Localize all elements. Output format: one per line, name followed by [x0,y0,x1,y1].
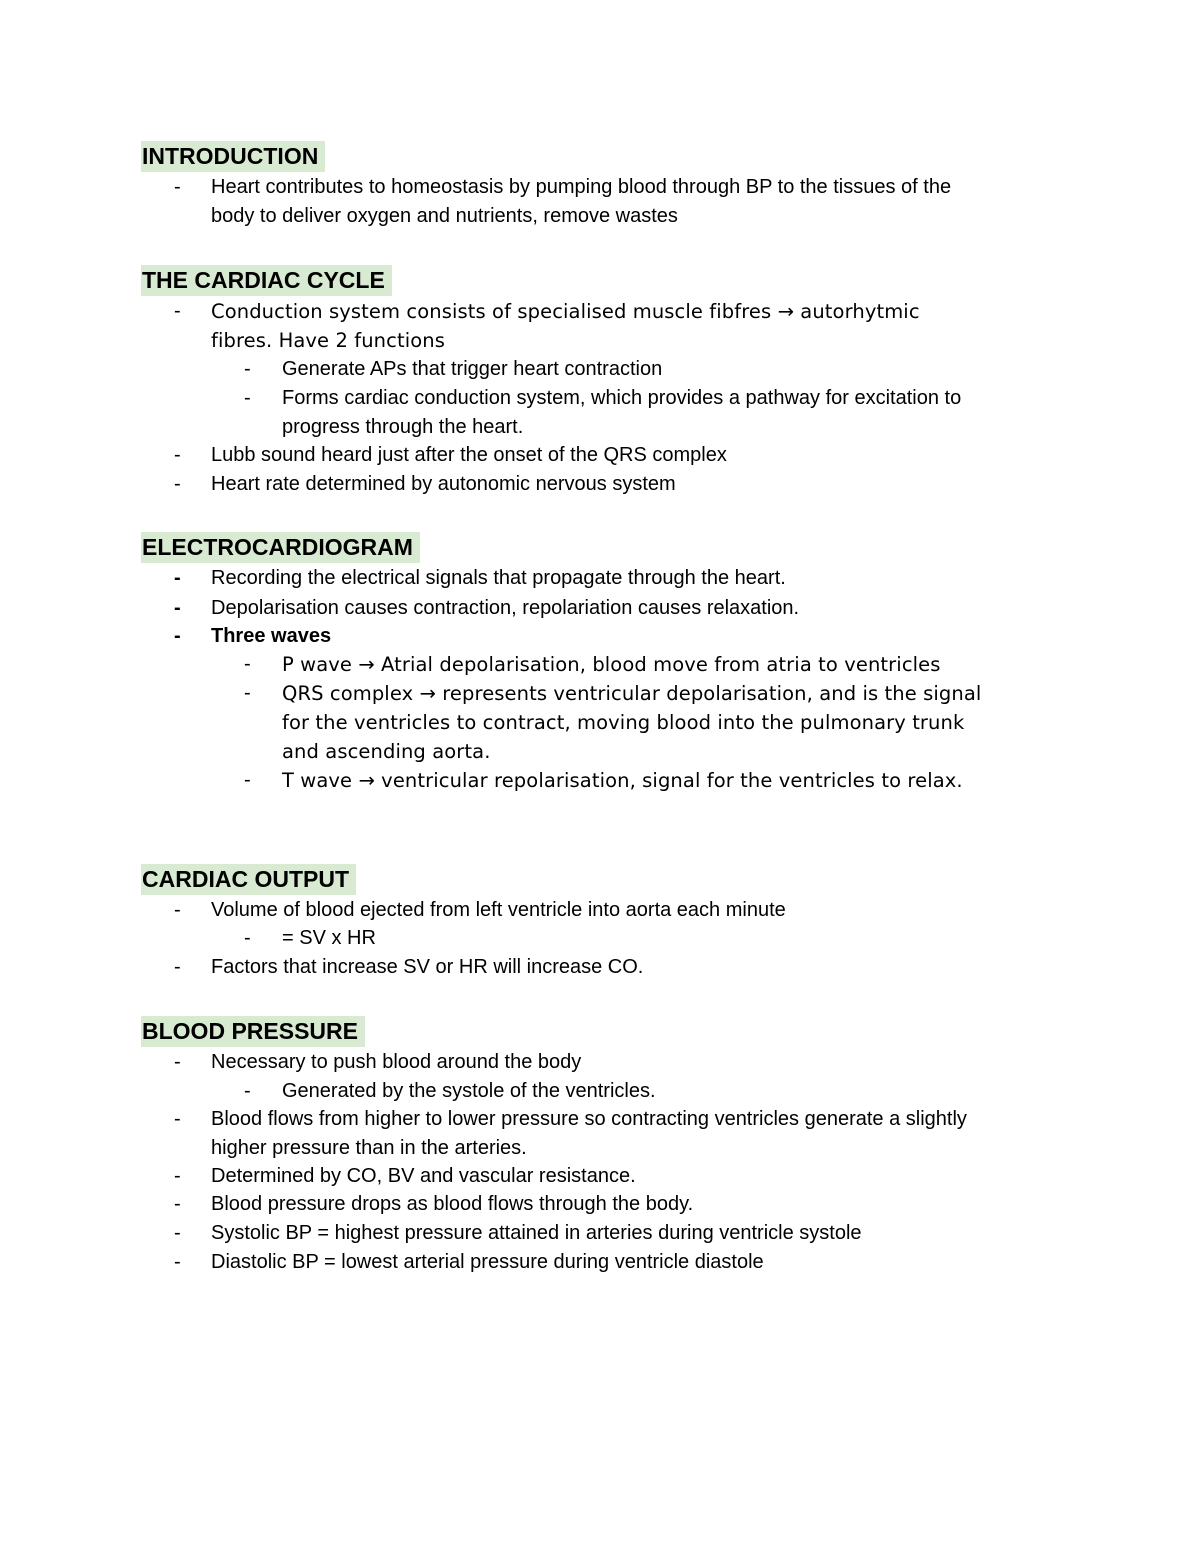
list-item [0,1162,1200,1191]
list-item-text: Diastolic BP = lowest arterial pressure during ventricle diastole [211,1251,764,1273]
section-heading-introduction: INTRODUCTION [141,141,325,172]
bullet-dash: - [174,956,181,978]
bullet-dash: - [174,1193,181,1215]
bullet-dash: - [174,1222,181,1244]
list-item [0,679,1200,763]
list-item [0,594,1200,623]
bullet-dash: - [174,1051,181,1073]
list-item-text: Volume of blood ejected from left ventricle into aorta each minute [211,899,786,921]
list-item-text: Three waves [211,625,332,647]
list-item-text: Necessary to push blood around the body [211,1051,582,1073]
list-item-text: Heart rate determined by autonomic nervous system [211,473,676,495]
list-item [0,384,1200,438]
bullet-dash: - [174,1108,181,1130]
list-item-text: Forms cardiac conduction system, which provides a pathway for excitation to progress through the heart. [282,387,962,438]
list-item-text: Factors that increase SV or HR will increase CO. [211,956,644,978]
section-heading-blood-pressure: BLOOD PRESSURE [141,1016,365,1047]
list-item [0,470,1200,499]
list-item [0,766,1200,795]
bullet-dash: - [174,567,181,589]
list-item-text: T wave → ventricular repolarisation, signal for the ventricles to relax. [282,769,963,792]
list-item-text: Blood flows from higher to lower pressure so contracting ventricles generate a slightly higher pressure than in the arteries. [211,1108,967,1159]
list-item [0,297,1200,352]
list-item [0,1077,1200,1106]
bullet-dash: - [244,682,251,704]
list-item-text: Generate APs that trigger heart contraction [282,358,663,380]
list-item-text: Heart contributes to homeostasis by pumping blood through BP to the tissues of the body to deliver oxygen and nutrients, remove wastes [211,176,952,227]
bullet-dash: - [174,176,181,198]
list-item [0,622,1200,651]
list-item [0,953,1200,982]
list-item [0,441,1200,470]
list-item [0,173,1200,227]
list-item [0,1248,1200,1277]
bullet-dash: - [174,625,181,647]
list-item [0,1190,1200,1219]
list-item [0,355,1200,384]
bullet-dash: - [244,1080,251,1102]
list-item [0,924,1200,953]
list-item-text: Generated by the systole of the ventricles. [282,1080,656,1102]
bullet-dash: - [244,769,251,791]
list-item [0,1105,1200,1159]
bullet-dash: - [174,899,181,921]
list-item [0,564,1200,593]
list-item-text: P wave → Atrial depolarisation, blood move from atria to ventricles [282,653,941,676]
section-heading-cardiac-output: CARDIAC OUTPUT [141,864,356,895]
bullet-dash: - [174,1251,181,1273]
bullet-dash: - [174,597,181,619]
bullet-dash: - [244,358,251,380]
list-item [0,650,1200,679]
bullet-dash: - [244,927,251,949]
list-item [0,896,1200,925]
bullet-dash: - [174,1165,181,1187]
section-heading-electrocardiogram: ELECTROCARDIOGRAM [141,532,420,563]
bullet-dash: - [174,300,181,322]
list-item-text: Systolic BP = highest pressure attained in arteries during ventricle systole [211,1222,862,1244]
bullet-dash: - [244,387,251,409]
bullet-dash: - [174,473,181,495]
section-heading-cardiac-cycle: THE CARDIAC CYCLE [141,265,392,296]
list-item-text: Blood pressure drops as blood flows through the body. [211,1193,694,1215]
list-item [0,1048,1200,1077]
list-item-text: Lubb sound heard just after the onset of the QRS complex [211,444,727,466]
list-item-text: Determined by CO, BV and vascular resistance. [211,1165,636,1187]
list-item [0,1219,1200,1248]
bullet-dash: - [174,444,181,466]
bullet-dash: - [244,653,251,675]
list-item-text: Recording the electrical signals that propagate through the heart. [211,567,786,589]
list-item-text: = SV x HR [282,927,376,949]
list-item-text: Depolarisation causes contraction, repolariation causes relaxation. [211,597,800,619]
list-item-text: Conduction system consists of specialised muscle fibfres → autorhytmic fibres. Have 2 functions [211,300,920,352]
list-item-text: QRS complex → represents ventricular depolarisation, and is the signal for the ventricles to contract, moving blood into the pulmonary trunk and ascending aorta. [282,682,982,763]
